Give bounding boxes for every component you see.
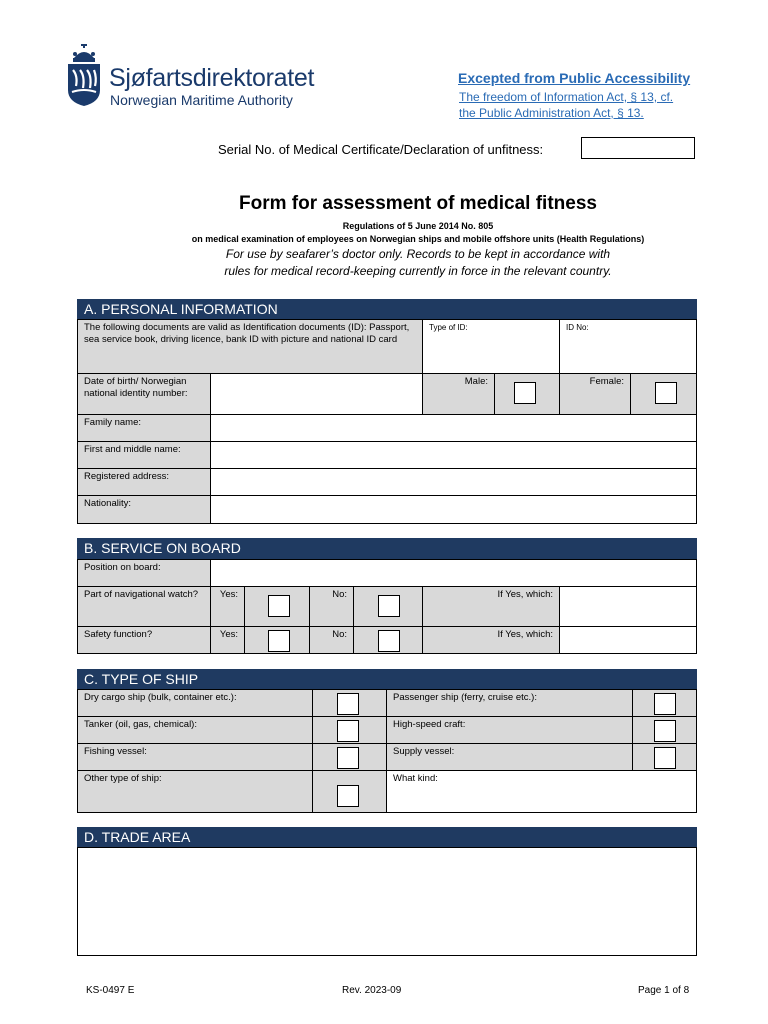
section-a-heading: A. PERSONAL INFORMATION: [77, 299, 697, 320]
norwegian-maritime-authority-logo: [66, 44, 102, 106]
high-speed-checkbox[interactable]: [654, 720, 676, 742]
serial-number-field[interactable]: [581, 137, 695, 159]
safety-no-checkbox[interactable]: [378, 630, 400, 652]
position-field[interactable]: [210, 559, 697, 587]
serial-number-label: Serial No. of Medical Certificate/Declaration of unfitness:: [218, 142, 544, 157]
passenger-checkbox[interactable]: [654, 693, 676, 715]
male-label: Male:: [422, 373, 495, 415]
safety-function-label: Safety function?: [77, 626, 211, 654]
passenger-label: Passenger ship (ferry, cruise etc.):: [386, 689, 633, 717]
supply-label: Supply vessel:: [386, 743, 633, 771]
other-ship-checkbox[interactable]: [337, 785, 359, 807]
form-code: KS-0497 E: [86, 985, 135, 996]
nationality-field[interactable]: [210, 495, 697, 524]
id-documents-info: The following documents are valid as Identification documents (ID): Passport, sea service book, driving licence, bank ID with picture and national ID card: [77, 319, 423, 374]
nav-watch-yes-checkbox[interactable]: [268, 595, 290, 617]
regulation-line-1: Regulations of 5 June 2014 No. 805: [342, 221, 494, 231]
safety-yes-label: Yes:: [210, 626, 245, 654]
usage-note-line-1: For use by seafarer’s doctor only. Records to be kept in accordance with: [225, 247, 611, 261]
safety-which-field[interactable]: [559, 626, 697, 654]
high-speed-label: High-speed craft:: [386, 716, 633, 744]
address-label: Registered address:: [77, 468, 211, 496]
dry-cargo-label: Dry cargo ship (bulk, container etc.):: [77, 689, 313, 717]
trade-area-field[interactable]: [77, 847, 697, 956]
section-c-heading: C. TYPE OF SHIP: [77, 669, 697, 690]
address-field[interactable]: [210, 468, 697, 496]
excepted-reference-line-1: The freedom of Information Act, § 13, cf.: [459, 90, 674, 104]
first-name-label: First and middle name:: [77, 441, 211, 469]
position-label: Position on board:: [77, 559, 211, 587]
org-name: Sjøfartsdirektoratet: [109, 64, 315, 92]
other-ship-label: Other type of ship:: [77, 770, 313, 813]
tanker-label: Tanker (oil, gas, chemical):: [77, 716, 313, 744]
regulation-line-2: on medical examination of employees on Norwegian ships and mobile offshore units (Health Regulations): [191, 234, 645, 244]
date-of-birth-field[interactable]: [210, 373, 423, 415]
family-name-field[interactable]: [210, 414, 697, 442]
female-checkbox[interactable]: [655, 382, 677, 404]
nav-watch-which-field[interactable]: [559, 586, 697, 627]
nav-watch-no-label: No:: [309, 586, 354, 627]
id-number-field[interactable]: ID No:: [559, 319, 697, 374]
tanker-checkbox[interactable]: [337, 720, 359, 742]
nav-watch-label: Part of navigational watch?: [77, 586, 211, 627]
fishing-label: Fishing vessel:: [77, 743, 313, 771]
date-of-birth-label: Date of birth/ Norwegian national identity number:: [77, 373, 211, 415]
type-of-id-field[interactable]: Type of ID:: [422, 319, 560, 374]
fishing-checkbox[interactable]: [337, 747, 359, 769]
safety-yes-checkbox[interactable]: [268, 630, 290, 652]
safety-which-label: If Yes, which:: [422, 626, 560, 654]
supply-checkbox[interactable]: [654, 747, 676, 769]
nav-watch-which-label: If Yes, which:: [422, 586, 560, 627]
female-label: Female:: [559, 373, 631, 415]
section-b-heading: B. SERVICE ON BOARD: [77, 538, 697, 559]
section-d-heading: D. TRADE AREA: [77, 827, 697, 848]
nav-watch-no-checkbox[interactable]: [378, 595, 400, 617]
family-name-label: Family name:: [77, 414, 211, 442]
what-kind-field[interactable]: What kind:: [386, 770, 697, 813]
excepted-title: Excepted from Public Accessibility: [458, 70, 691, 86]
safety-no-label: No:: [309, 626, 354, 654]
page-number: Page 1 of 8: [638, 985, 690, 996]
first-name-field[interactable]: [210, 441, 697, 469]
dry-cargo-checkbox[interactable]: [337, 693, 359, 715]
nationality-label: Nationality:: [77, 495, 211, 524]
excepted-reference-line-2: the Public Administration Act, § 13.: [459, 106, 644, 120]
revision: Rev. 2023-09: [342, 985, 402, 996]
nav-watch-yes-label: Yes:: [210, 586, 245, 627]
male-checkbox[interactable]: [514, 382, 536, 404]
usage-note-line-2: rules for medical record-keeping currently in force in the relevant country.: [224, 264, 612, 278]
form-title: Form for assessment of medical fitness: [239, 193, 597, 214]
org-subtitle: Norwegian Maritime Authority: [110, 92, 293, 108]
